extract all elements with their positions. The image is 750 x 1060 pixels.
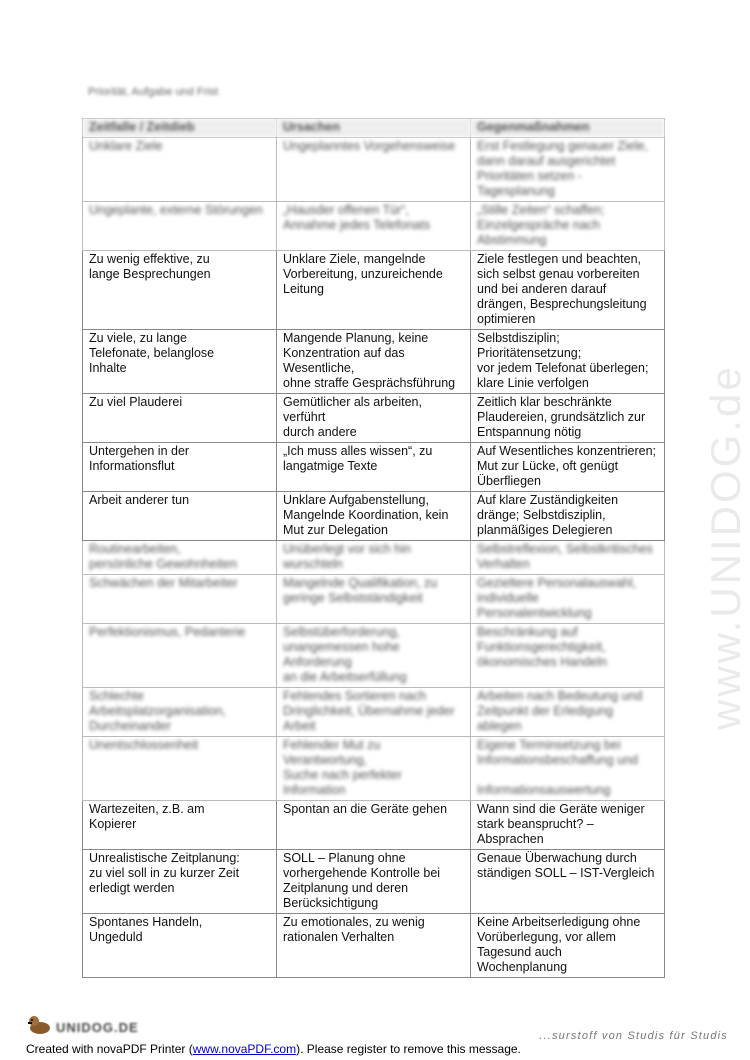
cell-causes: Unklare Ziele, mangelnde Vorbereitung, unzureichende Leitung — [277, 251, 471, 330]
table-header-row — [83, 119, 665, 138]
cell-time-thief: Ungeplante, externe Störungen — [83, 202, 277, 251]
cell-causes: Mangelnde Qualifikation, zu geringe Selbstständigkeit — [277, 575, 471, 624]
cell-time-thief: Unklare Ziele — [83, 138, 277, 202]
table-row — [83, 801, 665, 850]
cell-countermeasures: Zeitlich klar beschränkte Plaudereien, grundsätzlich zur Entspannung nötig — [471, 394, 665, 443]
cell-time-thief: Routinearbeiten, persönliche Gewohnheiten — [83, 541, 277, 575]
cell-countermeasures: Ziele festlegen und beachten, sich selbst genau vorbereiten und bei anderen darauf drängen, Besprechungsleitung optimieren — [471, 251, 665, 330]
cell-causes: Spontan an die Geräte gehen — [277, 801, 471, 850]
cell-countermeasures: Wann sind die Geräte weniger stark beansprucht? – Absprachen — [471, 801, 665, 850]
unidog-logo — [26, 1014, 146, 1036]
cell-time-thief: Zu viele, zu lange Telefonate, belanglose Inhalte — [83, 330, 277, 394]
cell-causes: Gemütlicher als arbeiten, verführt durch andere — [277, 394, 471, 443]
header-causes: Ursachen — [277, 119, 471, 138]
cell-causes: Unklare Aufgabenstellung, Mangelnde Koordination, kein Mut zur Delegation — [277, 492, 471, 541]
table-row — [83, 443, 665, 492]
table-row — [83, 202, 665, 251]
cell-time-thief: Zu wenig effektive, zu lange Besprechungen — [83, 251, 277, 330]
cell-countermeasures: Eigene Terminsetzung bei Informationsbeschaffung und Informationsauswertung — [471, 737, 665, 801]
cell-causes: „Hausder offenen Tür“, Annahme jedes Telefonats — [277, 202, 471, 251]
cell-time-thief: Unrealistische Zeitplanung: zu viel soll in zu kurzer Zeit erledigt werden — [83, 850, 277, 914]
cell-countermeasures: Auf klare Zuständigkeiten dränge; Selbstdisziplin, planmäßiges Delegieren — [471, 492, 665, 541]
table-row — [83, 737, 665, 801]
cell-countermeasures: Gezieltere Personalauswahl, individuelle Personalentwicklung — [471, 575, 665, 624]
table-row — [83, 850, 665, 914]
table-row — [83, 492, 665, 541]
cell-causes: Selbstüberforderung, unangemessen hohe Anforderung an die Arbeitserfüllung — [277, 624, 471, 688]
table-row — [83, 624, 665, 688]
cell-countermeasures: Beschränkung auf Funktionsgerechtigkeit, ökonomisches Handeln — [471, 624, 665, 688]
cell-countermeasures: Keine Arbeitserledigung ohne Vorüberlegung, vor allem Tagesund auch Wochenplanung — [471, 914, 665, 978]
cell-countermeasures: Arbeiten nach Bedeutung und Zeitpunkt der Erledigung ablegen — [471, 688, 665, 737]
cell-time-thief: Perfektionismus, Pedanterie — [83, 624, 277, 688]
table-row — [83, 394, 665, 443]
cell-causes: SOLL – Planung ohne vorhergehende Kontrolle bei Zeitplanung und deren Berücksichtigung — [277, 850, 471, 914]
document-subtitle: Priorität, Aufgabe und Frist — [88, 86, 219, 98]
table-row — [83, 330, 665, 394]
cell-countermeasures: Selbstreflexion, Selbstkritisches Verhalten — [471, 541, 665, 575]
cell-time-thief: Schlechte Arbeitsplatzorganisation, Durcheinander — [83, 688, 277, 737]
cell-causes: Zu emotionales, zu wenig rationalen Verhalten — [277, 914, 471, 978]
table-row — [83, 914, 665, 978]
cell-causes: Unüberlegt vor sich hin wurschteln — [277, 541, 471, 575]
logo-text: UNIDOG.DE — [56, 1020, 139, 1035]
cell-causes: „Ich muss alles wissen“, zu langatmige Texte — [277, 443, 471, 492]
novapdf-link[interactable]: www.novaPDF.com — [192, 1042, 297, 1056]
table-row — [83, 575, 665, 624]
cell-causes: Mangende Planung, keine Konzentration auf das Wesentliche, ohne straffe Gesprächsführung — [277, 330, 471, 394]
novapdf-prefix: Created with novaPDF Printer ( — [26, 1042, 193, 1056]
novapdf-suffix: ). Please register to remove this message. — [296, 1042, 521, 1056]
cell-countermeasures: „Stille Zeiten“ schaffen; Einzelgespräche nach Abstimmung — [471, 202, 665, 251]
cell-countermeasures: Selbstdisziplin; Prioritätensetzung; vor jedem Telefonat überlegen; klare Linie verfolgen — [471, 330, 665, 394]
cell-causes: Ungeplanntes Vorgehensweise — [277, 138, 471, 202]
cell-time-thief: Untergehen in der Informationsflut — [83, 443, 277, 492]
cell-time-thief: Zu viel Plauderei — [83, 394, 277, 443]
novapdf-banner — [0, 1042, 750, 1060]
cell-causes: Fehlendes Sortieren nach Dringlichkeit, Übernahme jeder Arbeit — [277, 688, 471, 737]
watermark: www.UNIDOG.de — [702, 364, 749, 730]
cell-time-thief: Arbeit anderer tun — [83, 492, 277, 541]
cell-countermeasures: Auf Wesentliches konzentrieren; Mut zur Lücke, oft genügt Überfliegen — [471, 443, 665, 492]
table-row — [83, 688, 665, 737]
cell-time-thief: Schwächen der Mitarbeiter — [83, 575, 277, 624]
cell-time-thief: Spontanes Handeln, Ungeduld — [83, 914, 277, 978]
time-thieves-table — [82, 118, 665, 978]
cell-causes: Fehlender Mut zu Verantwortung, Suche nach perfekter Information — [277, 737, 471, 801]
table-row — [83, 541, 665, 575]
cell-countermeasures: Genaue Überwachung durch ständigen SOLL – IST-Vergleich — [471, 850, 665, 914]
cell-time-thief: Unentschlossenheit — [83, 737, 277, 801]
footer-note: ...surstoff von Studis für Studis — [539, 1030, 728, 1042]
cell-countermeasures: Erst Festlegung genauer Ziele, dann darauf ausgerichtet Prioritäten setzen - Tagesplanung — [471, 138, 665, 202]
header-countermeasures: Gegenmaßnahmen — [471, 119, 665, 138]
header-time-thief: Zeitfalle / Zeitdieb — [83, 119, 277, 138]
dog-icon — [26, 1014, 54, 1036]
cell-time-thief: Wartezeiten, z.B. am Kopierer — [83, 801, 277, 850]
table-row — [83, 251, 665, 330]
table-row — [83, 138, 665, 202]
